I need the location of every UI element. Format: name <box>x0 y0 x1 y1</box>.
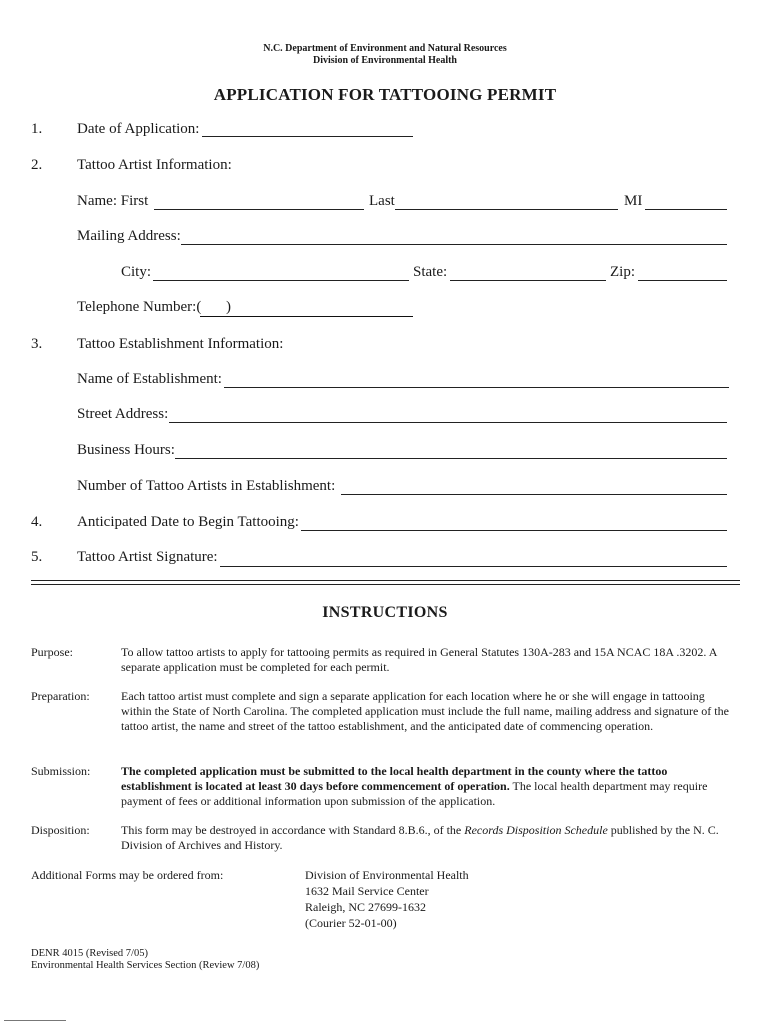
artist-signature-field[interactable] <box>220 566 727 567</box>
address-line: Division of Environmental Health <box>305 868 469 882</box>
establishment-name-label: Name of Establishment: <box>77 371 222 387</box>
submission-label: Submission: <box>31 764 91 778</box>
scan-artifact-line <box>4 1020 66 1021</box>
item-number-3: 3. <box>31 336 43 352</box>
artist-signature-label: Tattoo Artist Signature: <box>77 549 218 565</box>
state-field[interactable] <box>450 280 606 281</box>
telephone-label: Telephone Number:( <box>77 299 202 315</box>
city-field[interactable] <box>153 280 409 281</box>
submission-text <box>121 764 736 809</box>
purpose-label: Purpose: <box>31 645 73 659</box>
separator-rule-bottom <box>31 584 740 585</box>
middle-initial-label: MI <box>624 193 643 209</box>
street-address-field[interactable] <box>169 422 727 423</box>
address-line: Raleigh, NC 27699-1632 <box>305 900 426 914</box>
form-number: DENR 4015 (Revised 7/05) <box>31 948 148 959</box>
date-of-application-field[interactable] <box>202 136 413 137</box>
last-name-label: Last <box>369 193 395 209</box>
zip-field[interactable] <box>638 280 727 281</box>
section-review: Environmental Health Services Section (Review 7/08) <box>31 960 260 971</box>
agency-name: N.C. Department of Environment and Natural Resources <box>263 43 507 54</box>
form-title: APPLICATION FOR TATTOOING PERMIT <box>213 85 557 104</box>
establishment-info-heading: Tattoo Establishment Information: <box>77 336 284 352</box>
disposition-label: Disposition: <box>31 823 90 837</box>
division-name: Division of Environmental Health <box>313 55 457 66</box>
number-of-artists-label: Number of Tattoo Artists in Establishment: <box>77 478 336 494</box>
address-line: 1632 Mail Service Center <box>305 884 429 898</box>
middle-initial-field[interactable] <box>645 209 727 210</box>
zip-label: Zip: <box>610 264 635 280</box>
business-hours-field[interactable] <box>175 458 727 459</box>
address-line: (Courier 52-01-00) <box>305 916 397 930</box>
street-address-label: Street Address: <box>77 406 169 422</box>
preparation-label: Preparation: <box>31 689 90 703</box>
separator-rule-top <box>31 580 740 581</box>
submission-bold-text: The completed application must be submitted to the local health department in the county where the tattoo establishment is located at least 30 days before commencement of operation. <box>121 764 668 793</box>
artist-info-heading: Tattoo Artist Information: <box>77 157 232 173</box>
item-number-1: 1. <box>31 121 43 137</box>
telephone-field[interactable] <box>200 316 413 317</box>
mailing-address-field[interactable] <box>181 244 727 245</box>
additional-forms-label: Additional Forms may be ordered from: <box>31 868 224 882</box>
disposition-text-b: published by the N. C. Division of Archives and History. <box>121 823 719 852</box>
instructions-title: INSTRUCTIONS <box>322 604 448 621</box>
first-name-label: Name: First <box>77 193 149 209</box>
item-number-4: 4. <box>31 514 43 530</box>
anticipated-date-label: Anticipated Date to Begin Tattooing: <box>77 514 299 530</box>
anticipated-date-field[interactable] <box>301 530 727 531</box>
purpose-text: To allow tattoo artists to apply for tattooing permits as required in General Statutes 130A-283 and 15A NCAC 18A .3202. A separate application must be completed for each permit. <box>121 645 717 674</box>
date-of-application-label: Date of Application: <box>77 121 200 137</box>
city-label: City: <box>121 264 152 280</box>
telephone-paren-close: ) <box>226 299 231 315</box>
disposition-text-a: This form may be destroyed in accordance with Standard 8.B.6., of the <box>121 823 465 837</box>
last-name-field[interactable] <box>395 209 618 210</box>
disposition-text <box>121 823 736 853</box>
mailing-address-label: Mailing Address: <box>77 228 181 244</box>
order-address <box>305 867 469 931</box>
business-hours-label: Business Hours: <box>77 442 175 458</box>
records-schedule-title: Records Disposition Schedule <box>464 823 608 837</box>
state-label: State: <box>413 264 448 280</box>
item-number-2: 2. <box>31 157 43 173</box>
first-name-field[interactable] <box>154 209 364 210</box>
preparation-text: Each tattoo artist must complete and sign a separate application for each location where he or she will engage in tattooing within the State of North Carolina. The completed application must include the full name, mailing address and signature of the tattoo artist, the name and street of the tattoo establishment, and the anticipated date of commencing operation. <box>121 689 729 733</box>
item-number-5: 5. <box>31 549 43 565</box>
number-of-artists-field[interactable] <box>341 494 727 495</box>
submission-regular-text: The local health department may require payment of fees or additional information upon submission of the application. <box>121 779 708 808</box>
establishment-name-field[interactable] <box>224 387 729 388</box>
